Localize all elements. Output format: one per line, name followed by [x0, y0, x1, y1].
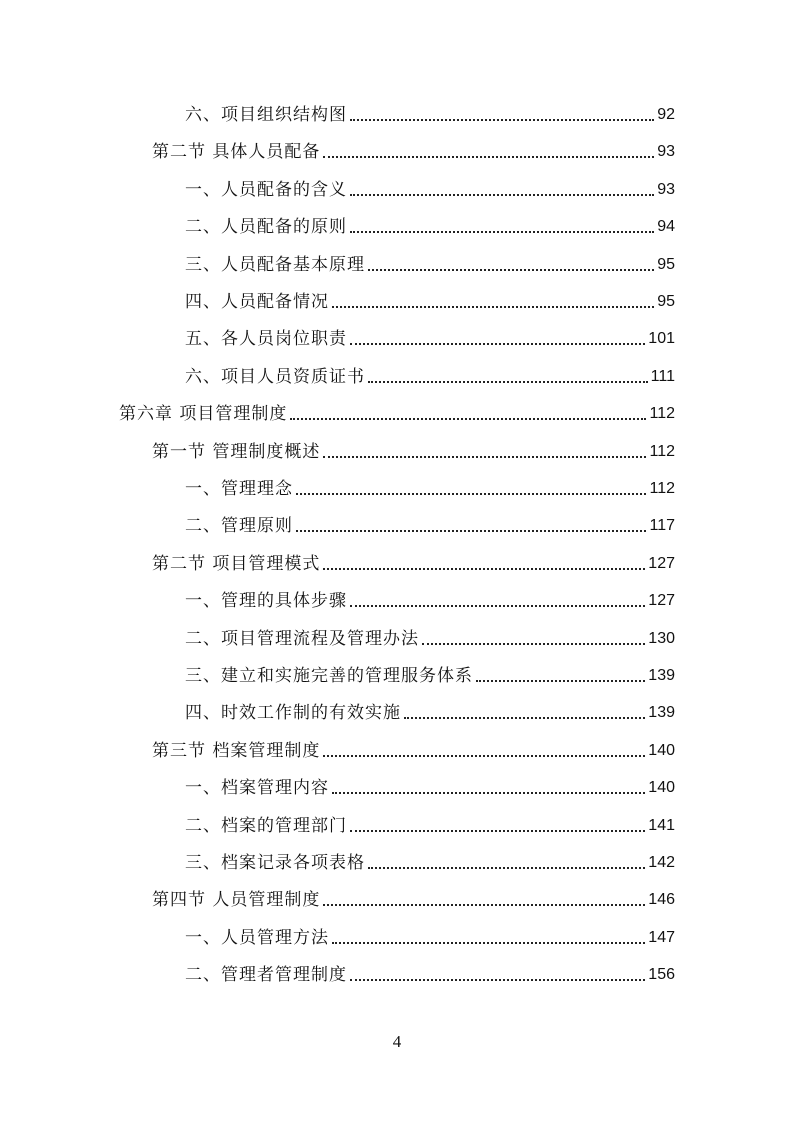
toc-entry-page: 94 — [657, 218, 675, 236]
toc-entry-title: 三、建立和实施完善的管理服务体系 — [185, 666, 473, 686]
toc-entry-title: 第三节 档案管理制度 — [152, 740, 321, 761]
toc-entry-page: 112 — [649, 442, 675, 460]
toc-entry-title: 二、项目管理流程及管理办法 — [185, 628, 419, 649]
toc-dot-leader — [290, 418, 646, 420]
toc-entry-title: 四、时效工作制的有效实施 — [185, 703, 401, 724]
toc-entry-title: 第四节 人员管理制度 — [152, 890, 321, 911]
toc-entry-title: 五、各人员岗位职责 — [185, 329, 347, 350]
toc-entry[interactable] — [152, 437, 675, 463]
toc-entry-title: 一、管理理念 — [185, 479, 293, 499]
toc-dot-leader — [350, 194, 654, 196]
toc-dot-leader — [350, 231, 654, 233]
toc-entry-title: 第二节 具体人员配备 — [152, 142, 321, 163]
toc-entry-page: 130 — [648, 629, 675, 647]
toc-entry[interactable] — [152, 885, 675, 911]
toc-entry-page: 140 — [648, 741, 675, 759]
toc-entry[interactable] — [185, 773, 675, 799]
toc-dot-leader — [332, 306, 654, 308]
toc-entry[interactable] — [185, 175, 675, 201]
toc-entry-title: 二、档案的管理部门 — [185, 815, 347, 836]
toc-entry-title: 六、项目人员资质证书 — [185, 366, 365, 387]
toc-entry[interactable] — [185, 811, 675, 837]
toc-entry-page: 156 — [648, 966, 675, 984]
toc-dot-leader — [350, 979, 645, 981]
toc-dot-leader — [323, 156, 654, 158]
toc-entry[interactable] — [152, 137, 675, 163]
toc-dot-leader — [368, 381, 648, 383]
toc-entry[interactable] — [185, 100, 675, 126]
toc-entry-title: 三、档案记录各项表格 — [185, 853, 365, 873]
toc-dot-leader — [422, 643, 645, 645]
toc-dot-leader — [350, 605, 645, 607]
toc-dot-leader — [368, 269, 654, 271]
toc-entry-title: 二、管理原则 — [185, 516, 293, 537]
toc-entry[interactable] — [185, 511, 675, 537]
toc-dot-leader — [296, 493, 646, 495]
toc-dot-leader — [368, 867, 645, 869]
toc-entry-page: 117 — [649, 517, 675, 535]
toc-dot-leader — [332, 942, 645, 944]
toc-entry-page: 139 — [648, 704, 675, 722]
toc-dot-leader — [350, 830, 645, 832]
toc-entry-page: 147 — [648, 928, 675, 946]
toc-entry[interactable] — [185, 586, 675, 612]
toc-entry[interactable] — [185, 698, 675, 724]
toc-dot-leader — [332, 792, 645, 794]
toc-entry[interactable] — [185, 923, 675, 949]
toc-entry-page: 142 — [648, 854, 675, 871]
toc-dot-leader — [323, 456, 646, 458]
toc-entry-page: 139 — [648, 667, 675, 684]
toc-entry[interactable] — [185, 474, 675, 500]
toc-entry[interactable] — [185, 624, 675, 650]
toc-entry-title: 一、档案管理内容 — [185, 778, 329, 799]
toc-dot-leader — [404, 717, 645, 719]
toc-dot-leader — [350, 343, 645, 345]
toc-entry-page: 92 — [657, 106, 675, 123]
toc-entry[interactable] — [119, 399, 675, 425]
toc-dot-leader — [296, 530, 646, 532]
toc-entry-title: 第一节 管理制度概述 — [152, 441, 321, 462]
toc-entry-page: 127 — [648, 592, 675, 610]
toc-entry-title: 一、管理的具体步骤 — [185, 591, 347, 612]
toc-entry-page: 146 — [648, 891, 675, 909]
toc-entry[interactable] — [185, 212, 675, 238]
toc-dot-leader — [323, 904, 645, 906]
toc-entry-page: 140 — [648, 779, 675, 797]
toc-entry-page: 112 — [649, 405, 675, 423]
toc-entry[interactable] — [185, 287, 675, 313]
toc-entry-page: 93 — [657, 143, 675, 161]
toc-entry[interactable] — [185, 362, 675, 388]
toc-entry-page: 127 — [648, 554, 675, 572]
page-number: 4 — [392, 1032, 402, 1051]
toc-entry-title: 六、项目组织结构图 — [185, 105, 347, 125]
toc-entry[interactable] — [152, 736, 675, 762]
toc-entry-page: 95 — [657, 293, 675, 310]
toc-entry-title: 三、人员配备基本原理 — [185, 254, 365, 275]
toc-entry[interactable] — [152, 549, 675, 575]
toc-entry-title: 二、人员配备的原则 — [185, 217, 347, 238]
toc-entry-page: 101 — [648, 330, 675, 348]
toc-entry-page: 141 — [648, 816, 675, 834]
toc-dot-leader — [476, 680, 645, 682]
toc-entry-title: 四、人员配备情况 — [185, 292, 329, 312]
toc-entry-title: 一、人员管理方法 — [185, 927, 329, 948]
toc-entry-title: 第二节 项目管理模式 — [152, 553, 321, 574]
toc-entry-page: 95 — [657, 255, 675, 273]
toc-dot-leader — [323, 568, 645, 570]
toc-entry[interactable] — [185, 960, 675, 986]
toc-entry-page: 111 — [650, 367, 675, 385]
toc-entry[interactable] — [185, 250, 675, 276]
toc-entry-title: 二、管理者管理制度 — [185, 965, 347, 986]
toc-entry-title: 第六章 项目管理制度 — [119, 404, 288, 425]
toc-entry-page: 93 — [657, 180, 675, 198]
toc-dot-leader — [350, 119, 654, 121]
toc-dot-leader — [323, 755, 645, 757]
toc-entry[interactable] — [185, 661, 675, 687]
toc-entry-page: 112 — [649, 480, 675, 497]
toc-entry[interactable] — [185, 848, 675, 874]
toc-entry-title: 一、人员配备的含义 — [185, 179, 347, 200]
toc-entry[interactable] — [185, 324, 675, 350]
